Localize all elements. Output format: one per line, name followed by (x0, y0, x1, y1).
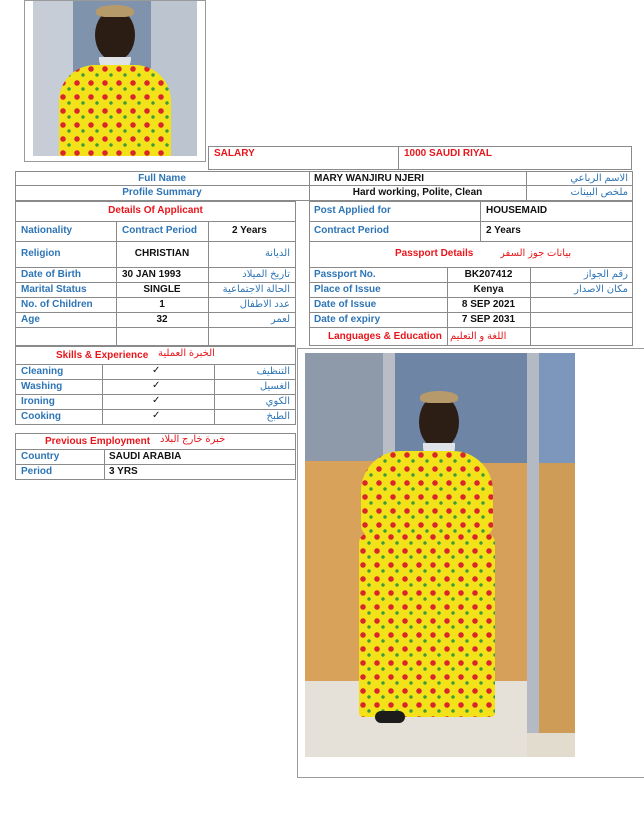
date-of-issue-label: Date of Issue (314, 299, 377, 310)
skill-washing-check-icon: ✓ (152, 380, 161, 391)
post-applied-label: Post Applied for (314, 205, 391, 216)
skill-ironing-label-ar: الكوي (265, 396, 290, 407)
passport-heading-ar: بيانات جوز السفر (500, 248, 572, 259)
date-of-expiry-label: Date of expiry (314, 314, 381, 325)
passport-no-label-ar: رقم الجواز (583, 269, 628, 280)
contract-period-value: 2 Years (486, 225, 521, 236)
date-of-issue-value: 8 SEP 2021 (461, 299, 516, 310)
passport-no-label: Passport No. (314, 269, 376, 280)
dob-label: Date of Birth (21, 269, 81, 280)
profile-summary-value: Hard working, Polite, Clean (352, 187, 483, 198)
nationality-value: 2 Years (232, 225, 267, 236)
contract-period-label: Contract Period (314, 225, 390, 236)
prev-period-value: 3 YRS (109, 466, 138, 477)
passport-no-value: BK207412 (464, 269, 513, 280)
passport-photo (33, 1, 197, 156)
prev-country-value: SAUDI ARABIA (109, 451, 182, 462)
previous-employment-heading: Previous Employment (45, 436, 151, 447)
skill-washing-label-ar: الغسيل (259, 381, 290, 392)
details-heading: Details Of Applicant (108, 205, 203, 216)
salary-value: 1000 SAUDI RIYAL (404, 148, 492, 159)
age-value: 32 (156, 314, 168, 325)
languages-heading-ar: اللغة و التعليم (450, 331, 507, 342)
skill-cooking-check-icon: ✓ (152, 410, 161, 421)
full-name-label-ar: الاسم الرباعي (570, 173, 628, 184)
marital-status-label-ar: الحالة الاجتماعية (222, 284, 290, 295)
religion-label: Religion (21, 248, 61, 259)
full-body-photo (305, 353, 575, 757)
marital-status-value: SINGLE (143, 284, 181, 295)
profile-summary-label: Profile Summary (122, 187, 202, 198)
religion-label-ar: الديانة (264, 248, 290, 259)
religion-value: CHRISTIAN (134, 248, 190, 259)
age-label-ar: لعمر (270, 314, 290, 325)
prev-period-label: Period (21, 466, 53, 477)
skill-cleaning-label: Cleaning (21, 366, 64, 377)
previous-employment-heading-ar: خبرة خارج البلاد (160, 434, 226, 445)
place-of-issue-value: Kenya (473, 284, 504, 295)
marital-status-label: Marital Status (21, 284, 87, 295)
languages-heading: Languages & Education (328, 331, 442, 342)
children-label-ar: عدد الاطفال (239, 299, 290, 310)
passport-heading: Passport Details (395, 248, 474, 259)
skill-cooking-label: Cooking (21, 411, 61, 422)
children-label: No. of Children (21, 299, 93, 310)
dob-label-ar: تاريخ الميلاد (242, 269, 290, 280)
skill-cooking-label-ar: الطبخ (266, 411, 290, 422)
full-name-value: MARY WANJIRU NJERI (314, 173, 425, 184)
skill-ironing-check-icon: ✓ (152, 395, 161, 406)
skill-washing-label: Washing (21, 381, 63, 392)
children-value: 1 (159, 299, 165, 310)
place-of-issue-label-ar: مكان الاصدار (574, 284, 628, 295)
skill-ironing-label: Ironing (21, 396, 55, 407)
skills-heading-ar: الخبرة العملية (158, 348, 215, 359)
date-of-expiry-value: 7 SEP 2031 (461, 314, 516, 325)
prev-country-label: Country (21, 451, 60, 462)
full-name-label: Full Name (138, 173, 186, 184)
skill-cleaning-label-ar: التنظيف (256, 366, 290, 377)
place-of-issue-label: Place of Issue (314, 284, 381, 295)
nationality-label: Nationality (21, 225, 73, 236)
skills-heading: Skills & Experience (56, 350, 149, 361)
post-applied-value: HOUSEMAID (486, 205, 548, 216)
skill-cleaning-check-icon: ✓ (152, 365, 161, 376)
dob-value: 30 JAN 1993 (122, 269, 181, 280)
passport-photo-frame (24, 0, 206, 162)
age-label: Age (21, 314, 40, 325)
salary-label: SALARY (214, 148, 255, 159)
profile-summary-label-ar: ملخص البينات (570, 187, 628, 198)
nationality-mid: Contract Period (122, 225, 198, 236)
